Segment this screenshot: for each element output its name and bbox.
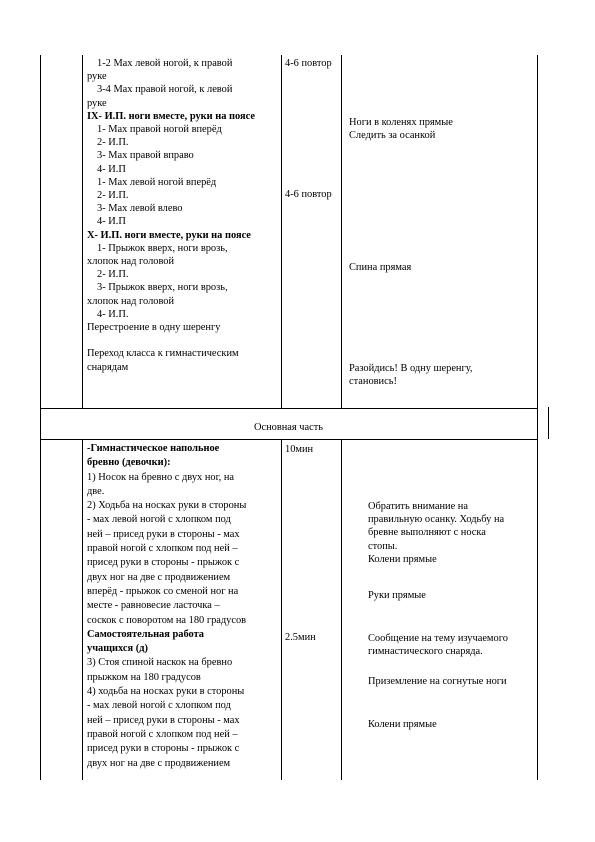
text-line: 3- Мах левой влево [97, 203, 183, 215]
text-line: руке [87, 97, 107, 109]
note-line: гимнастического снаряда. [368, 646, 483, 658]
text-line: 2- И.П. [97, 137, 129, 149]
block2-notes-4 [368, 675, 507, 688]
note-line: Обратить внимание на [368, 501, 468, 512]
text-line: 3- Мах правой вправо [97, 150, 194, 162]
text-line: соскок с поворотом на 180 градусов [87, 614, 247, 626]
apparatus-heading: бревно (девочки): [87, 457, 171, 469]
text-line: двух ног на две с продвижением [87, 757, 231, 769]
text-line: Переход класса к гимнастическим [87, 348, 239, 360]
exercise-heading: IX- И.П. ноги вместе, руки на поясе [87, 110, 255, 122]
note-line: Ноги в коленях прямые [349, 117, 453, 128]
section-title: Основная часть [253, 422, 324, 433]
text-line: хлопок над головой [87, 295, 175, 307]
text-line: 1- Прыжок вверх, ноги врозь, [97, 242, 228, 254]
note-line: Руки прямые [368, 590, 426, 601]
block1-notes-3 [349, 362, 473, 388]
row-border-2 [40, 439, 538, 440]
note-line: Колени прямые [368, 553, 437, 565]
block1-content [87, 57, 255, 374]
text-line: двух ног на две с продвижением [87, 571, 231, 583]
text-line: 2) Ходьба на носках руки в стороны [87, 500, 247, 512]
note-line: Приземление на согнутые ноги [368, 676, 507, 687]
text-line: 2- И.П. [97, 190, 129, 202]
text-line: ней – присед руки в стороны - мах [87, 528, 240, 540]
text-line: 1-2 Мах левой ногой, к правой [97, 58, 233, 69]
table-left-border [40, 55, 41, 780]
text-line: снарядам [87, 361, 129, 373]
text-line: хлопок над головой [87, 256, 175, 268]
block1-notes-1 [349, 116, 453, 142]
column-divider-3b [341, 440, 342, 780]
text-line: 4) ходьба на носках руки в стороны [87, 686, 245, 698]
text-line: прыжком на 180 градусов [87, 671, 201, 683]
column-divider-3 [341, 55, 342, 409]
block1-dosage-1: 4-6 повтор [285, 58, 332, 69]
text-line: месте - равновесие ласточка – [87, 600, 220, 612]
note-line: Колени прямые [368, 719, 437, 730]
block2-content [87, 442, 246, 771]
text-line: - мах левой ногой с хлопком под [87, 514, 231, 526]
note-line: стопы. [368, 540, 398, 552]
block2-dosage-2: 2.5мин [285, 632, 316, 643]
apparatus-heading: -Гимнастическое напольное [87, 443, 220, 454]
text-line: ней – присед руки в стороны - мах [87, 714, 240, 726]
column-divider-1 [82, 55, 83, 409]
block2-notes-1 [368, 500, 504, 566]
note-line: Следить за осанкой [349, 130, 436, 142]
text-line: 1- Мах правой ногой вперёд [97, 124, 222, 136]
text-line: присед руки в стороны - прыжок с [87, 557, 240, 569]
text-line: правой ногой с хлопком под ней – [87, 728, 238, 740]
independent-work-heading: учащихся (д) [87, 643, 148, 655]
text-line: 3) Стоя спиной наскок на бревно [87, 657, 233, 669]
block2-notes-5 [368, 718, 437, 731]
text-line: руке [87, 71, 107, 83]
text-line: Перестроение в одну шеренгу [87, 322, 221, 334]
text-line: 3- Прыжок вверх, ноги врозь, [97, 282, 228, 294]
text-line: две. [87, 485, 105, 497]
block2-dosage-1: 10мин [285, 444, 314, 455]
text-line: правой ногой с хлопком под ней – [87, 543, 238, 555]
text-line: - мах левой ногой с хлопком под [87, 700, 231, 712]
exercise-heading: X- И.П. ноги вместе, руки на поясе [87, 229, 251, 241]
text-line: 1- Мах левой ногой вперёд [97, 176, 217, 188]
note-line: становись! [349, 376, 397, 388]
column-divider-2b [281, 440, 282, 780]
text-line: 2- И.П. [97, 269, 129, 281]
text-line: 4- И.П. [97, 308, 129, 320]
note-line: бревне выполняют с носка [368, 527, 486, 539]
block1-dosage-2: 4-6 повтор [285, 189, 332, 200]
column-divider-1b [82, 440, 83, 780]
note-line: правильную осанку. Ходьбу на [368, 514, 505, 526]
blank-line [87, 334, 255, 347]
text-line: 1) Носок на бревно с двух ног, на [87, 471, 235, 483]
block2-notes-2 [368, 589, 426, 602]
text-line: 4- И.П [97, 216, 126, 228]
text-line: присед руки в стороны - прыжок с [87, 743, 240, 755]
block2-notes-3 [368, 632, 508, 658]
block1-notes-2 [349, 261, 411, 274]
column-divider-2 [281, 55, 282, 409]
independent-work-heading: Самостоятельная работа [87, 628, 204, 640]
text-line: 4- И.П [97, 163, 126, 175]
note-line: Сообщение на тему изучаемого [368, 633, 508, 644]
text-line: вперёд - прыжок со сменой ног на [87, 585, 239, 597]
note-line: Разойдись! В одну шеренгу, [349, 363, 473, 374]
row-border-1 [40, 408, 538, 409]
table-right-border [537, 55, 538, 780]
note-line: Спина прямая [349, 262, 412, 273]
right-stub-line [548, 407, 549, 439]
text-line: 3-4 Мах правой ногой, к левой [97, 84, 233, 96]
